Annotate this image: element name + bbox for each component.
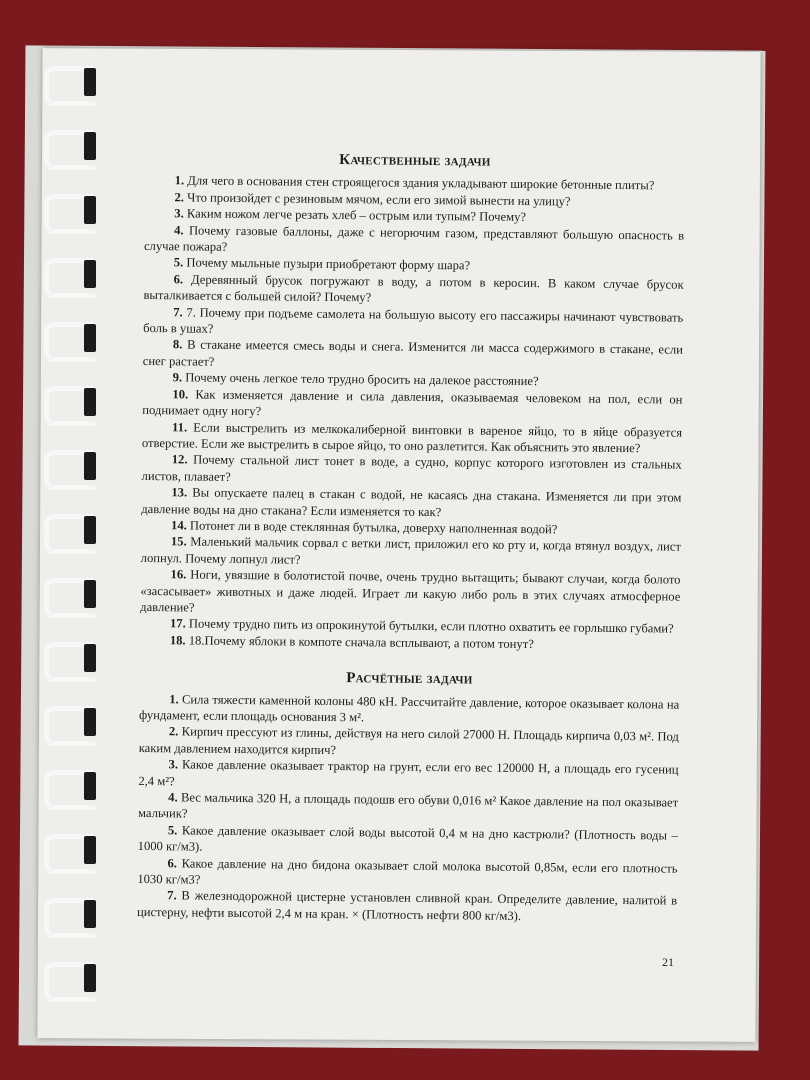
item-number: 10.	[172, 386, 189, 402]
item-number: 14.	[170, 518, 187, 533]
item-text: Потонет ли в воде стеклянная бутылка, доверху наполненная водой?	[189, 518, 558, 537]
item-number: 7.	[167, 888, 177, 903]
binding-ring	[34, 828, 104, 866]
item-text: Почему мыльные пузыри приобретают форму шара?	[186, 255, 471, 273]
calc-problems-list	[137, 691, 679, 926]
binding-ring	[34, 380, 104, 418]
list-item	[143, 271, 683, 309]
item-text: В стакане имеется смесь воды и снега. Изменится ли масса содержимого в стакане, если снег растает?	[142, 337, 684, 369]
binding-ring	[34, 188, 104, 226]
item-number: 17.	[169, 616, 186, 631]
item-number: 6.	[167, 855, 178, 871]
item-number: 1.	[169, 691, 179, 706]
item-text: Что произойдет с резиновым мячом, если его зимой вынести на улицу?	[187, 190, 571, 209]
section-title-quality: Качественные задачи	[339, 152, 491, 170]
item-text: Маленький мальчик сорвал с ветки лист, приложил его ко рту и, когда втянул воздух, лист лопнул. Почему лопнул лист?	[140, 534, 681, 567]
section-title-calc: Расчётные задачи	[346, 670, 473, 688]
item-text: Какое давление на дно бидона оказывает слой молока высотой 0,85м, если его плотность 1030 кг/м3?	[137, 856, 678, 887]
binding-ring	[34, 444, 104, 482]
item-text: Вес мальчика 320 Н, а площадь подошв его обуви 0,016 м² Какое давление на пол оказывает мальчик?	[137, 790, 679, 821]
binding-ring	[34, 572, 104, 610]
item-number: 4.	[174, 222, 184, 238]
item-text: Почему трудно пить из опрокинутой бутылки, если плотно охватить ее горлышко губами?	[188, 616, 674, 636]
item-text: Сила тяжести каменной колоны 480 кН. Рассчитайте давление, которое оказывает колона на фундамент, если площадь основания 3 м².	[139, 692, 680, 725]
binding-ring	[34, 892, 104, 930]
spiral-binding	[34, 60, 114, 1020]
item-text: В железнодорожной цистерне установлен сливной кран. Определите давление, налитой в цистерну, нефти высотой 2,4 м на кран. × (Плотность нефти 800 кг/м3).	[136, 888, 678, 923]
binding-ring	[34, 252, 104, 290]
item-text: Для чего в основания стен строящегося здания укладывают широкие бетонные плиты?	[187, 173, 655, 193]
binding-ring	[34, 636, 104, 674]
list-item	[140, 566, 680, 621]
item-text: Ноги, увязшие в болотистой почве, очень трудно вытащить; бывают случаи, когда болото «засасывает» животных и даже людей. Играет ли какую либо роль в этих случаях атмосферное давление?	[140, 567, 681, 615]
quality-questions-list	[140, 172, 685, 653]
item-number: 3.	[174, 206, 184, 221]
item-number: 2.	[174, 190, 185, 205]
page-content	[137, 150, 685, 926]
list-item	[141, 484, 681, 522]
item-text: Почему стальной лист тонет в воде, а судно, корпус которого изготовлен из стальных листов, плавает?	[141, 452, 682, 484]
binding-ring	[34, 700, 104, 738]
item-number: 15.	[170, 534, 187, 549]
binding-ring	[34, 764, 104, 802]
item-number: 5.	[167, 823, 178, 838]
item-text: Как изменяется давление и сила давления, оказываемая человеком на пол, если он поднимает одну ногу?	[142, 387, 683, 419]
item-text: Кирпич прессуют из глины, действуя на него силой 27000 Н. Площадь кирпича 0,03 м². Под каким давлением находится кирпич?	[138, 724, 679, 757]
item-text: Если выстрелить из мелкокалиберной винтовки в вареное яйцо, то в яйце образуется отверстие. Если же выстрелить в сырое яйцо, то оно разлетится. Как объяснить это явление?	[141, 420, 683, 456]
item-number: 7.	[173, 304, 183, 320]
item-text: Почему очень легкое тело трудно бросить на далекое расстояние?	[185, 370, 539, 389]
binding-ring	[34, 60, 104, 98]
item-number: 1.	[174, 173, 185, 188]
item-number: 8.	[172, 337, 183, 352]
item-text: Каким ножом легче резать хлеб – острым или тупым? Почему?	[186, 206, 527, 225]
item-number: 12.	[171, 452, 188, 467]
item-text: Какое давление оказывает слой воды высотой 0,4 м на дно кастрюли? (Плотность воды – 1000 кг/м3).	[137, 823, 678, 854]
binding-ring	[34, 508, 104, 546]
binding-ring	[34, 124, 104, 162]
item-number: 2.	[168, 724, 179, 739]
item-number: 4.	[168, 790, 178, 805]
item-text: 18.Почему яблоки в компоте сначала всплывают, а потом тонут?	[188, 633, 534, 651]
binding-ring	[34, 316, 104, 354]
item-number: 13.	[171, 485, 188, 500]
item-text: Какое давление оказывает трактор на грунт, если его вес 120000 Н, а площадь его гусениц 2,4 м²?	[138, 757, 679, 788]
item-number: 6.	[173, 272, 184, 287]
item-number: 16.	[170, 567, 187, 582]
item-number: 11.	[172, 419, 188, 434]
item-number: 3.	[168, 757, 179, 772]
item-text: Почему газовые баллоны, даже с негорючим газом, представляют большую опасность в случае пожара?	[143, 223, 685, 254]
list-item	[142, 386, 682, 424]
page-number: 21	[662, 955, 674, 969]
item-text: Деревянный брусок погружают в воду, а потом в керосин. В каком случае брусок выталкивается с большей силой? Почему?	[143, 272, 684, 305]
item-text: Вы опускаете палец в стакан с водой, не касаясь дна стакана. Изменяется ли при этом давление воды на дно стакана? Если изменяется то как?	[141, 485, 682, 519]
binding-ring	[34, 956, 104, 994]
item-number: 18.	[169, 633, 186, 648]
list-item	[137, 887, 677, 925]
item-number: 5.	[173, 255, 184, 270]
item-text: 7. Почему при подъеме самолета на большую высоту его пассажиры начинают чувствовать боль в ушах?	[143, 305, 684, 336]
item-number: 9.	[172, 370, 183, 385]
